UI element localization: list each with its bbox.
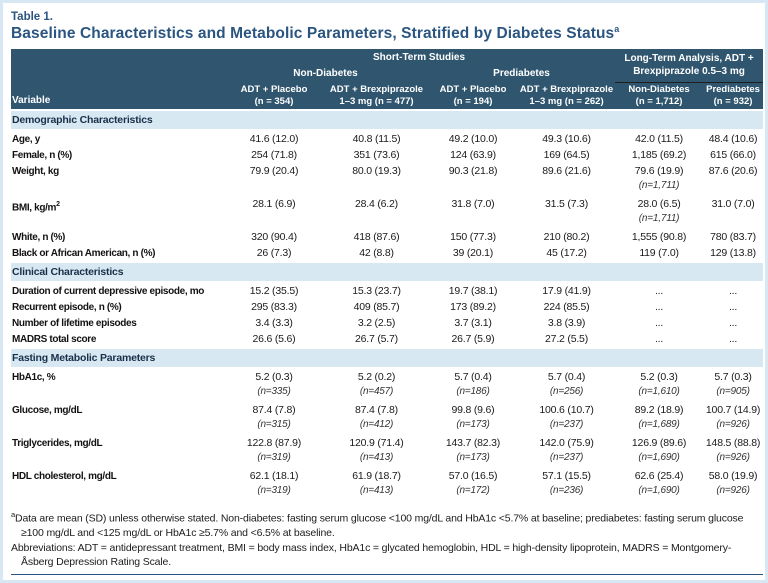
data-cell <box>325 299 428 315</box>
cell-value: 780 (83.7) <box>710 230 756 243</box>
cell-value: 31.5 (7.3) <box>545 197 588 210</box>
cell-value: 26.7 (5.9) <box>451 332 495 345</box>
cell-sample-size: (n=319) <box>257 451 291 463</box>
data-cell <box>428 315 518 331</box>
cell-value: 90.3 (21.8) <box>448 164 498 177</box>
row-label: Black or African American, n (%) <box>12 247 156 259</box>
data-cell <box>518 368 615 402</box>
data-cell <box>703 299 763 315</box>
data-cell <box>428 130 518 147</box>
section-header-row <box>11 262 763 282</box>
cell-value: 48.4 (10.6) <box>708 132 758 145</box>
cell-value: 100.7 (14.9) <box>705 403 761 416</box>
row-label: Weight, kg <box>12 165 59 177</box>
data-cell <box>703 130 763 147</box>
column-header-adt-brexpiprazole-nondiabetes <box>325 82 428 110</box>
data-cell <box>428 196 518 229</box>
cell-sample-size: (n=256) <box>549 385 584 397</box>
data-cell <box>223 229 325 245</box>
cell-value: 26.6 (5.6) <box>252 332 296 345</box>
cell-value: 19.7 (38.1) <box>448 284 498 297</box>
data-cell <box>518 331 615 348</box>
row-label: HbA1c, % <box>12 371 56 383</box>
data-cell <box>223 331 325 348</box>
data-cell <box>223 147 325 163</box>
cell-value: 62.6 (25.4) <box>634 469 684 482</box>
cell-sample-size: (n=237) <box>549 418 584 430</box>
cell-value: 148.5 (88.8) <box>705 436 761 449</box>
footnote-superscript: a <box>11 510 16 520</box>
cell-value: ... <box>728 332 738 345</box>
column-header-line1: ADT + Brexpiprazole <box>519 83 614 95</box>
cell-sample-size: (n=237) <box>549 451 584 463</box>
row-label-superscript: 2 <box>56 200 60 208</box>
row-label: MADRS total score <box>12 333 97 345</box>
column-header-adt-placebo-prediabetes <box>428 82 518 110</box>
cell-value: 142.0 (75.9) <box>539 436 594 449</box>
table-title <box>11 24 757 43</box>
row-label: Number of lifetime episodes <box>12 317 137 329</box>
cell-value: 5.2 (0.2) <box>357 370 396 383</box>
cell-value: 45 (17.2) <box>546 246 587 259</box>
cell-value: 3.4 (3.3) <box>255 316 293 329</box>
data-cell <box>518 315 615 331</box>
data-cell <box>223 196 325 229</box>
section-title: Demographic Characteristics <box>11 110 763 130</box>
row-label: Triglycerides, mg/dL <box>12 437 103 449</box>
data-cell <box>428 245 518 262</box>
section-title: Clinical Characteristics <box>11 262 763 282</box>
data-cell <box>223 130 325 147</box>
cell-value: 224 (85.5) <box>543 300 590 313</box>
cell-value: 409 (85.7) <box>353 300 400 313</box>
cell-value: 79.6 (19.9) <box>634 164 684 177</box>
data-cell <box>615 196 703 229</box>
column-header-line2: (n = 354) <box>254 95 294 107</box>
row-label: White, n (%) <box>12 231 66 243</box>
column-header-longterm-prediabetes <box>703 82 763 110</box>
column-header-longterm-nondiabetes <box>615 82 703 110</box>
data-cell <box>428 402 518 435</box>
cell-value: 15.2 (35.5) <box>249 284 299 297</box>
data-cell <box>325 315 428 331</box>
cell-value: 26 (7.3) <box>256 246 292 259</box>
section-header-row <box>11 110 763 130</box>
cell-value: ... <box>728 284 738 297</box>
group-header-long-term-line1: Long-Term Analysis, ADT + <box>624 53 754 65</box>
section-title: Fasting Metabolic Parameters <box>11 348 763 368</box>
data-cell <box>325 245 428 262</box>
data-cell <box>703 147 763 163</box>
table-header <box>11 49 763 110</box>
cell-value: 87.4 (7.8) <box>355 403 398 416</box>
cell-value: ... <box>654 332 664 345</box>
cell-value: 351 (73.6) <box>353 148 400 161</box>
data-cell <box>703 229 763 245</box>
cell-value: 3.7 (3.1) <box>454 316 492 329</box>
cell-value: 124 (63.9) <box>450 148 496 161</box>
cell-sample-size: (n=1,711) <box>638 179 680 191</box>
column-header-line1: ADT + Placebo <box>439 83 507 95</box>
cell-value: 5.2 (0.3) <box>255 370 293 383</box>
data-cell <box>223 435 325 468</box>
data-cell <box>518 130 615 147</box>
data-cell <box>428 229 518 245</box>
table-row <box>11 245 763 262</box>
data-cell <box>223 299 325 315</box>
data-cell <box>703 468 763 501</box>
cell-value: 42.0 (11.5) <box>635 132 683 145</box>
cell-value: 169 (64.5) <box>543 148 590 161</box>
data-cell <box>703 435 763 468</box>
cell-value: 17.9 (41.9) <box>542 284 591 297</box>
data-cell <box>325 368 428 402</box>
cell-value: 62.1 (18.1) <box>249 469 299 482</box>
data-cell <box>428 299 518 315</box>
cell-value: 320 (90.4) <box>251 230 297 243</box>
cell-value: 89.6 (21.6) <box>542 164 591 177</box>
table-row <box>11 229 763 245</box>
cell-sample-size: (n=319) <box>257 484 291 496</box>
cell-sample-size: (n=1,690) <box>638 484 680 496</box>
cell-value: 87.4 (7.8) <box>252 403 296 416</box>
footnote-text: Data are mean (SD) unless otherwise stated. Non-diabetes: fasting serum glucose <100 mg/dL and HbA1c <5.7% at baseline; prediabetes: fasting serum glucose ≥100 mg/dL and <125 mg/dL or HbA1c ≥5.7% and <6.5% at baseline. <box>15 512 744 540</box>
row-label: HDL cholesterol, mg/dL <box>12 470 117 482</box>
column-header-line2: 1–3 mg (n = 477) <box>339 95 414 107</box>
cell-value: 150 (77.3) <box>450 230 496 243</box>
table-row <box>11 468 763 501</box>
data-cell <box>615 163 703 196</box>
cell-value: 42 (8.8) <box>359 246 394 259</box>
data-cell <box>615 402 703 435</box>
data-cell <box>615 435 703 468</box>
cell-value: 3.2 (2.5) <box>357 316 396 329</box>
row-label: Recurrent episode, n (%) <box>12 301 122 313</box>
cell-value: 1,185 (69.2) <box>631 148 687 161</box>
table-row <box>11 196 763 229</box>
data-cell <box>223 282 325 299</box>
cell-value: 27.2 (5.5) <box>545 332 588 345</box>
cell-value: 173 (89.2) <box>450 300 496 313</box>
cell-sample-size: (n=457) <box>359 385 394 397</box>
data-cell <box>325 282 428 299</box>
data-cell <box>223 245 325 262</box>
cell-sample-size: (n=173) <box>456 451 490 463</box>
data-cell <box>325 435 428 468</box>
cell-value: 5.7 (0.4) <box>454 370 492 383</box>
data-cell <box>703 245 763 262</box>
cell-value: 80.0 (19.3) <box>352 164 401 177</box>
cell-sample-size: (n=413) <box>359 484 394 496</box>
table-row <box>11 299 763 315</box>
data-cell <box>325 402 428 435</box>
cell-value: 87.6 (20.6) <box>708 164 758 177</box>
table-row <box>11 282 763 299</box>
data-cell <box>703 331 763 348</box>
data-cell <box>325 130 428 147</box>
cell-value: 41.6 (12.0) <box>249 132 299 145</box>
footnote-abbreviations <box>11 541 761 570</box>
table-row <box>11 147 763 163</box>
cell-sample-size: (n=926) <box>716 484 750 496</box>
cell-value: 418 (87.6) <box>353 230 400 243</box>
data-cell <box>223 402 325 435</box>
data-cell <box>325 147 428 163</box>
data-cell <box>615 331 703 348</box>
footnotes <box>11 508 761 570</box>
data-cell <box>518 196 615 229</box>
data-cell <box>428 147 518 163</box>
cell-value: 57.0 (16.5) <box>448 469 498 482</box>
data-cell <box>615 147 703 163</box>
cell-sample-size: (n=172) <box>456 484 490 496</box>
column-header-line2: (n = 1,712) <box>635 95 683 107</box>
group-header-long-term-line2: Brexpiprazole 0.5–3 mg <box>633 65 745 77</box>
cell-value: 5.7 (0.4) <box>547 370 586 383</box>
data-cell <box>615 245 703 262</box>
column-header-line1: Prediabetes <box>706 83 760 95</box>
cell-value: 28.1 (6.9) <box>252 197 296 210</box>
cell-value: 5.7 (0.3) <box>714 370 752 383</box>
row-label: Duration of current depressive episode, mo <box>12 285 205 297</box>
data-cell <box>428 368 518 402</box>
cell-sample-size: (n=1,610) <box>638 385 680 397</box>
table-row <box>11 331 763 348</box>
cell-sample-size: (n=926) <box>716 418 750 430</box>
data-cell <box>325 196 428 229</box>
cell-value: 28.0 (6.5) <box>637 197 681 210</box>
column-header-line2: (n = 194) <box>453 95 493 107</box>
column-header-line2: 1–3 mg (n = 262) <box>529 95 604 107</box>
cell-value: 119 (7.0) <box>639 246 679 259</box>
data-cell <box>703 368 763 402</box>
group-header-short-term: Short-Term Studies <box>223 49 615 67</box>
cell-sample-size: (n=905) <box>716 385 750 397</box>
cell-value: 49.2 (10.0) <box>448 132 498 145</box>
row-label: Glucose, mg/dL <box>12 404 83 416</box>
data-cell <box>703 315 763 331</box>
data-cell <box>325 163 428 196</box>
cell-value: 31.8 (7.0) <box>451 197 495 210</box>
data-cell <box>223 315 325 331</box>
row-label: Age, y <box>12 133 40 145</box>
data-cell <box>615 282 703 299</box>
data-cell <box>428 468 518 501</box>
cell-sample-size: (n=173) <box>456 418 490 430</box>
subgroup-header-non-diabetes: Non-Diabetes <box>223 67 428 83</box>
data-cell <box>223 368 325 402</box>
cell-value: 1,555 (90.8) <box>631 230 687 243</box>
data-cell <box>518 299 615 315</box>
cell-value: 58.0 (19.9) <box>708 469 758 482</box>
table-title-text: Baseline Characteristics and Metabolic Parameters, Stratified by Diabetes Status <box>11 25 615 43</box>
cell-value: ... <box>728 300 738 313</box>
data-cell <box>428 163 518 196</box>
cell-value: 26.7 (5.7) <box>355 332 398 345</box>
table-title-superscript: a <box>614 24 620 34</box>
cell-value: 89.2 (18.9) <box>634 403 684 416</box>
cell-value: ... <box>654 300 664 313</box>
data-cell <box>518 229 615 245</box>
cell-value: 143.7 (82.3) <box>445 436 501 449</box>
section-header-row <box>11 348 763 368</box>
cell-value: 49.3 (10.6) <box>542 132 591 145</box>
cell-value: 57.1 (15.5) <box>542 469 591 482</box>
table-row <box>11 163 763 196</box>
cell-value: 39 (20.1) <box>452 246 494 259</box>
column-header-line2: (n = 932) <box>713 95 753 107</box>
data-cell <box>703 402 763 435</box>
cell-value: 126.9 (89.6) <box>631 436 687 449</box>
cell-value: 40.8 (11.5) <box>352 132 401 145</box>
row-label: Female, n (%) <box>12 149 72 161</box>
column-header-variable: Variable <box>11 49 223 110</box>
column-header-line1: Non-Diabetes <box>628 83 690 95</box>
group-header-row <box>11 49 763 67</box>
cell-sample-size: (n=413) <box>359 451 394 463</box>
cell-value: 254 (71.8) <box>251 148 297 161</box>
bottom-rule-divider <box>11 574 763 575</box>
data-cell <box>703 196 763 229</box>
cell-value: 5.2 (0.3) <box>640 370 678 383</box>
cell-sample-size: (n=186) <box>456 385 490 397</box>
column-header-adt-placebo-nondiabetes <box>223 82 325 110</box>
cell-value: 61.9 (18.7) <box>352 469 401 482</box>
cell-value: 615 (66.0) <box>710 148 756 161</box>
cell-value: 100.6 (10.7) <box>539 403 594 416</box>
baseline-characteristics-table <box>11 49 763 501</box>
data-cell <box>518 147 615 163</box>
cell-sample-size: (n=315) <box>257 418 291 430</box>
cell-sample-size: (n=412) <box>359 418 394 430</box>
cell-sample-size: (n=1,690) <box>638 451 680 463</box>
column-header-line1: ADT + Placebo <box>240 83 308 95</box>
data-cell <box>615 229 703 245</box>
column-header-line1: ADT + Brexpiprazole <box>329 83 424 95</box>
data-cell <box>518 282 615 299</box>
subgroup-header-prediabetes: Prediabetes <box>428 67 615 83</box>
cell-value: ... <box>728 316 738 329</box>
cell-value: 31.0 (7.0) <box>711 197 755 210</box>
cell-value: 295 (83.3) <box>251 300 297 313</box>
cell-sample-size: (n=335) <box>257 385 291 397</box>
data-cell <box>428 282 518 299</box>
cell-value: 120.9 (71.4) <box>349 436 404 449</box>
data-cell <box>518 163 615 196</box>
cell-value: 15.3 (23.7) <box>352 284 401 297</box>
cell-value: 129 (13.8) <box>710 246 756 259</box>
data-cell <box>615 315 703 331</box>
data-cell <box>428 331 518 348</box>
table-number-label: Table 1. <box>11 11 53 23</box>
data-cell <box>325 331 428 348</box>
table-row <box>11 368 763 402</box>
data-cell <box>703 163 763 196</box>
table-row <box>11 435 763 468</box>
column-header-adt-brexpiprazole-prediabetes <box>518 82 615 110</box>
row-label: BMI, $kg/m^2$ <box>12 200 60 214</box>
data-cell <box>518 402 615 435</box>
data-cell <box>518 468 615 501</box>
cell-sample-size: (n=926) <box>716 451 750 463</box>
table-row <box>11 315 763 331</box>
data-cell <box>518 435 615 468</box>
data-cell <box>615 130 703 147</box>
data-cell <box>518 245 615 262</box>
data-cell <box>703 282 763 299</box>
data-cell <box>325 229 428 245</box>
data-cell <box>223 163 325 196</box>
footnote-text: Abbreviations: ADT = antidepressant treatment, BMI = body mass index, HbA1c = glycated hemoglobin, HDL = high-density lipoprotein, MADRS = Montgomery-Åsberg Depression Rating Scale. <box>11 541 732 569</box>
data-cell <box>615 368 703 402</box>
cell-value: 122.8 (87.9) <box>246 436 302 449</box>
cell-sample-size: (n=236) <box>549 484 584 496</box>
cell-value: 99.8 (9.6) <box>451 403 495 416</box>
cell-sample-size: (n=1,689) <box>638 418 680 430</box>
cell-value: 79.9 (20.4) <box>249 164 299 177</box>
cell-sample-size: (n=1,711) <box>638 212 680 224</box>
cell-value: 3.8 (3.9) <box>547 316 586 329</box>
table-row <box>11 402 763 435</box>
cell-value: ... <box>654 316 664 329</box>
data-cell <box>223 468 325 501</box>
cell-value: 210 (80.2) <box>543 230 590 243</box>
table-body <box>11 110 763 501</box>
footnote-data-definition <box>11 508 761 541</box>
data-cell <box>615 468 703 501</box>
data-cell <box>428 435 518 468</box>
table-row <box>11 130 763 147</box>
data-cell <box>325 468 428 501</box>
cell-value: 28.4 (6.2) <box>355 197 398 210</box>
group-header-long-term <box>615 49 763 82</box>
cell-value: ... <box>654 284 664 297</box>
data-cell <box>615 299 703 315</box>
